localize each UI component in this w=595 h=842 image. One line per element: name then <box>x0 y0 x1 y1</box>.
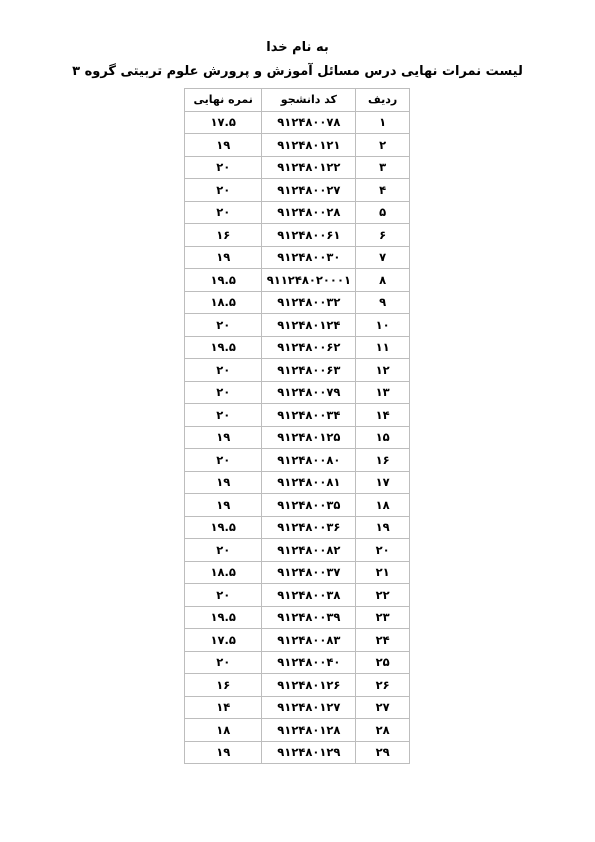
student-id-cell: ۹۱۲۴۸۰۰۳۸ <box>262 584 356 607</box>
final-grade-cell: ۱۹ <box>185 741 262 764</box>
row-number-cell: ۷ <box>356 246 410 269</box>
table-row <box>185 246 410 269</box>
student-id-cell: ۹۱۲۴۸۰۰۴۰ <box>262 651 356 674</box>
row-number-cell: ۱۸ <box>356 494 410 517</box>
student-id-cell: ۹۱۲۴۸۰۰۲۷ <box>262 179 356 202</box>
student-id-cell: ۹۱۲۴۸۰۱۲۶ <box>262 674 356 697</box>
row-number-cell: ۲۲ <box>356 584 410 607</box>
table-row <box>185 651 410 674</box>
table-row <box>185 134 410 157</box>
final-grade-cell: ۱۸.۵ <box>185 561 262 584</box>
table-row <box>185 516 410 539</box>
student-id-cell: ۹۱۲۴۸۰۰۳۴ <box>262 404 356 427</box>
table-row <box>185 291 410 314</box>
final-grade-cell: ۲۰ <box>185 179 262 202</box>
table-row <box>185 426 410 449</box>
student-id-cell: ۹۱۲۴۸۰۰۶۳ <box>262 359 356 382</box>
table-row <box>185 381 410 404</box>
final-grade-cell: ۲۰ <box>185 156 262 179</box>
row-number-cell: ۹ <box>356 291 410 314</box>
final-grade-cell: ۲۰ <box>185 359 262 382</box>
header-row-number: ردیف <box>356 89 410 112</box>
row-number-cell: ۲۱ <box>356 561 410 584</box>
final-grade-cell: ۲۰ <box>185 381 262 404</box>
final-grade-cell: ۱۶ <box>185 674 262 697</box>
final-grade-cell: ۱۹ <box>185 494 262 517</box>
student-id-cell: ۹۱۲۴۸۰۰۳۶ <box>262 516 356 539</box>
grades-table-body <box>185 111 410 764</box>
table-row <box>185 156 410 179</box>
document-title: به نام خدا <box>266 40 329 55</box>
final-grade-cell: ۲۰ <box>185 584 262 607</box>
row-number-cell: ۳ <box>356 156 410 179</box>
student-id-cell: ۹۱۲۴۸۰۰۳۲ <box>262 291 356 314</box>
student-id-cell: ۹۱۲۴۸۰۱۲۷ <box>262 696 356 719</box>
row-number-cell: ۱۹ <box>356 516 410 539</box>
header-row <box>185 89 410 112</box>
table-row <box>185 179 410 202</box>
table-row <box>185 494 410 517</box>
student-id-cell: ۹۱۲۴۸۰۰۳۹ <box>262 606 356 629</box>
final-grade-cell: ۱۹.۵ <box>185 606 262 629</box>
final-grade-cell: ۱۶ <box>185 224 262 247</box>
row-number-cell: ۱ <box>356 111 410 134</box>
table-row <box>185 269 410 292</box>
student-id-cell: ۹۱۲۴۸۰۰۸۳ <box>262 629 356 652</box>
row-number-cell: ۸ <box>356 269 410 292</box>
row-number-cell: ۲ <box>356 134 410 157</box>
student-id-cell: ۹۱۲۴۸۰۰۷۹ <box>262 381 356 404</box>
row-number-cell: ۱۷ <box>356 471 410 494</box>
final-grade-cell: ۱۸ <box>185 719 262 742</box>
table-row <box>185 359 410 382</box>
table-row <box>185 696 410 719</box>
final-grade-cell: ۱۹.۵ <box>185 269 262 292</box>
table-row <box>185 201 410 224</box>
row-number-cell: ۲۸ <box>356 719 410 742</box>
final-grade-cell: ۲۰ <box>185 314 262 337</box>
table-row <box>185 449 410 472</box>
final-grade-cell: ۱۹ <box>185 134 262 157</box>
row-number-cell: ۱۳ <box>356 381 410 404</box>
student-id-cell: ۹۱۲۴۸۰۰۷۸ <box>262 111 356 134</box>
row-number-cell: ۱۵ <box>356 426 410 449</box>
table-row <box>185 539 410 562</box>
final-grade-cell: ۲۰ <box>185 404 262 427</box>
grades-table <box>184 88 410 764</box>
student-id-cell: ۹۱۲۴۸۰۰۳۷ <box>262 561 356 584</box>
final-grade-cell: ۱۹ <box>185 426 262 449</box>
row-number-cell: ۱۰ <box>356 314 410 337</box>
student-id-cell: ۹۱۲۴۸۰۱۲۹ <box>262 741 356 764</box>
table-row <box>185 719 410 742</box>
row-number-cell: ۲۴ <box>356 629 410 652</box>
table-row <box>185 629 410 652</box>
student-id-cell: ۹۱۲۴۸۰۰۸۲ <box>262 539 356 562</box>
table-row <box>185 404 410 427</box>
final-grade-cell: ۱۷.۵ <box>185 629 262 652</box>
row-number-cell: ۲۰ <box>356 539 410 562</box>
table-row <box>185 336 410 359</box>
student-id-cell: ۹۱۲۴۸۰۰۳۰ <box>262 246 356 269</box>
table-row <box>185 741 410 764</box>
table-row <box>185 606 410 629</box>
row-number-cell: ۲۳ <box>356 606 410 629</box>
final-grade-cell: ۱۹.۵ <box>185 516 262 539</box>
final-grade-cell: ۱۹ <box>185 246 262 269</box>
final-grade-cell: ۱۴ <box>185 696 262 719</box>
table-row <box>185 471 410 494</box>
student-id-cell: ۹۱۲۴۸۰۱۲۸ <box>262 719 356 742</box>
student-id-cell: ۹۱۲۴۸۰۰۲۸ <box>262 201 356 224</box>
student-id-cell: ۹۱۲۴۸۰۱۲۴ <box>262 314 356 337</box>
table-row <box>185 674 410 697</box>
grades-table-header <box>185 89 410 112</box>
row-number-cell: ۱۲ <box>356 359 410 382</box>
table-row <box>185 111 410 134</box>
row-number-cell: ۲۵ <box>356 651 410 674</box>
table-row <box>185 561 410 584</box>
final-grade-cell: ۲۰ <box>185 449 262 472</box>
student-id-cell: ۹۱۲۴۸۰۱۲۱ <box>262 134 356 157</box>
row-number-cell: ۴ <box>356 179 410 202</box>
student-id-cell: ۹۱۲۴۸۰۰۶۱ <box>262 224 356 247</box>
row-number-cell: ۵ <box>356 201 410 224</box>
final-grade-cell: ۱۹ <box>185 471 262 494</box>
row-number-cell: ۶ <box>356 224 410 247</box>
row-number-cell: ۲۷ <box>356 696 410 719</box>
final-grade-cell: ۲۰ <box>185 651 262 674</box>
student-id-cell: ۹۱۲۴۸۰۰۳۵ <box>262 494 356 517</box>
row-number-cell: ۱۴ <box>356 404 410 427</box>
final-grade-cell: ۱۷.۵ <box>185 111 262 134</box>
final-grade-cell: ۲۰ <box>185 201 262 224</box>
document-subtitle: لیست نمرات نهایی درس مسائل آموزش و پرورش علوم تربیتی گروه ۳ <box>72 64 523 79</box>
table-row <box>185 224 410 247</box>
final-grade-cell: ۱۸.۵ <box>185 291 262 314</box>
row-number-cell: ۱۱ <box>356 336 410 359</box>
final-grade-cell: ۲۰ <box>185 539 262 562</box>
table-row <box>185 314 410 337</box>
final-grade-cell: ۱۹.۵ <box>185 336 262 359</box>
header-student-id: کد دانشجو <box>262 89 356 112</box>
row-number-cell: ۲۶ <box>356 674 410 697</box>
student-id-cell: ۹۱۱۲۴۸۰۲۰۰۰۱ <box>262 269 356 292</box>
table-row <box>185 584 410 607</box>
header-final-grade: نمره نهایی <box>185 89 262 112</box>
student-id-cell: ۹۱۲۴۸۰۱۲۲ <box>262 156 356 179</box>
student-id-cell: ۹۱۲۴۸۰۰۸۱ <box>262 471 356 494</box>
student-id-cell: ۹۱۲۴۸۰۰۶۲ <box>262 336 356 359</box>
row-number-cell: ۲۹ <box>356 741 410 764</box>
student-id-cell: ۹۱۲۴۸۰۰۸۰ <box>262 449 356 472</box>
student-id-cell: ۹۱۲۴۸۰۱۲۵ <box>262 426 356 449</box>
row-number-cell: ۱۶ <box>356 449 410 472</box>
